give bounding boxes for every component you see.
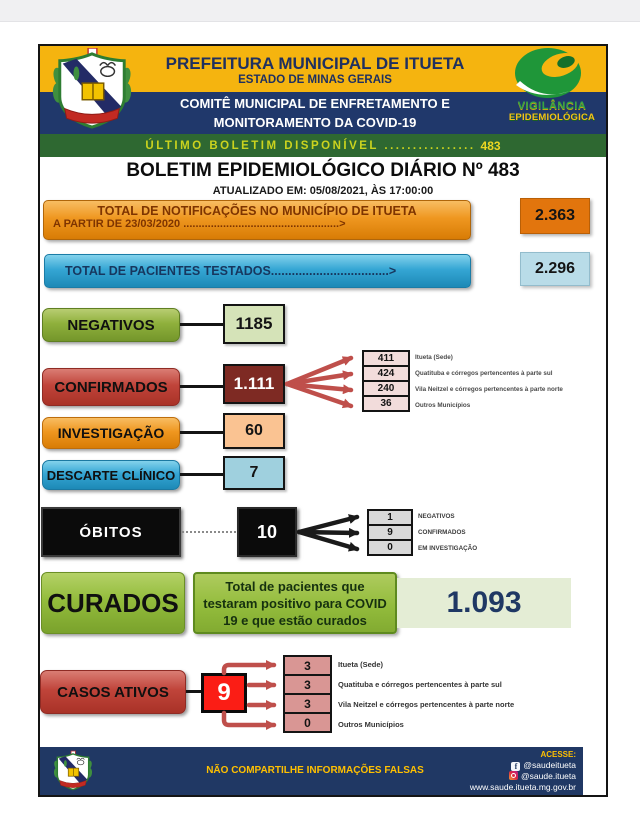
obitos-button: ÓBITOS: [41, 507, 181, 557]
breakdown-label: Outros Municípios: [338, 720, 404, 729]
footer-links: [410, 750, 576, 793]
breakdown-label: Vila Neitzel e córregos pertencentes à parte norte: [338, 700, 515, 709]
last-bulletin-label: ÚLTIMO BOLETIM DISPONÍVEL ................: [145, 139, 476, 152]
notifications-bar: [43, 200, 471, 240]
curados-button: CURADOS: [41, 572, 185, 634]
tested-value: 2.296: [520, 252, 590, 286]
breakdown-label: Quatituba e córregos pertencentes à parte sul: [415, 370, 553, 377]
facebook-icon: f: [511, 762, 520, 771]
breakdown-label: Outros Municípios: [415, 402, 471, 409]
committee-line1: COMITÊ MUNICIPAL DE ENFRETAMENTO E: [180, 96, 450, 111]
footer-website: www.saude.itueta.mg.gov.br: [469, 782, 576, 792]
committee-line2: MONITORAMENTO DA COVID-19: [213, 115, 417, 130]
notifications-value: 2.363: [520, 198, 590, 234]
confirmados-breakdown: [362, 350, 410, 412]
instagram-handle: @saude.itueta: [521, 771, 576, 781]
estado-subtitle: ESTADO DE MINAS GERAIS: [238, 74, 392, 86]
obitos-arrows: [297, 506, 367, 561]
prefeitura-title: PREFEITURA MUNICIPAL DE ITUETA: [165, 54, 465, 73]
investigacao-button: INVESTIGAÇÃO: [42, 417, 180, 449]
breakdown-value: 3: [283, 655, 332, 676]
browser-top-strip: [0, 0, 640, 22]
breakdown-value: 424: [362, 365, 410, 382]
confirmados-arrows: [285, 348, 362, 414]
casos-ativos-button: CASOS ATIVOS: [40, 670, 186, 714]
tested-bar: TOTAL DE PACIENTES TESTADOS..................................>: [44, 254, 471, 288]
confirmados-value: 1.111: [223, 364, 285, 404]
breakdown-value: 9: [367, 524, 413, 541]
breakdown-label: Vila Neitzel e córregos pertencentes à parte norte: [415, 386, 563, 393]
facebook-handle: @saudeitueta: [523, 760, 576, 770]
casos-ativos-breakdown: [283, 655, 332, 733]
breakdown-value: 0: [367, 539, 413, 556]
descarte-clinico-connector: [180, 473, 223, 476]
obitos-dotted-connector: [182, 531, 236, 533]
negativos-value: 1185: [223, 304, 285, 344]
vigilancia-swirl-icon: [500, 47, 604, 99]
breakdown-label: NEGATIVOS: [418, 513, 455, 520]
breakdown-label: CONFIRMADOS: [418, 529, 466, 536]
vigilancia-label-line1: VIGILÂNCIA: [517, 100, 587, 112]
curados-value: 1.093: [397, 578, 571, 628]
descarte-clinico-button: DESCARTE CLÍNICO: [42, 460, 180, 490]
breakdown-value: 3: [283, 674, 332, 695]
bulletin-sheet: [38, 44, 608, 797]
obitos-value: 10: [237, 507, 297, 557]
footer-message: NÃO COMPARTILHE INFORMAÇÕES FALSAS: [206, 765, 424, 776]
instagram-icon: [509, 771, 518, 780]
notifications-label-line2: A PARTIR DE 23/03/2020 ...................................................>: [53, 218, 346, 230]
last-bulletin-bar: [40, 134, 606, 157]
breakdown-label: Quatituba e córregos pertencentes à parte sul: [338, 680, 502, 689]
breakdown-value: 0: [283, 712, 332, 733]
descarte-clinico-value: 7: [223, 456, 285, 490]
negativos-button: NEGATIVOS: [42, 308, 180, 342]
footer-crest: [54, 750, 92, 792]
breakdown-value: 411: [362, 350, 410, 367]
breakdown-label: Itueta (Sede): [415, 354, 453, 361]
breakdown-value: 3: [283, 693, 332, 714]
investigacao-connector: [180, 431, 223, 434]
obitos-breakdown: [367, 509, 413, 556]
confirmados-button: CONFIRMADOS: [42, 368, 180, 406]
footer-instagram: [410, 771, 576, 782]
breakdown-label: EM INVESTIGAÇÃO: [418, 545, 478, 552]
negativos-connector: [180, 323, 223, 326]
breakdown-value: 240: [362, 380, 410, 397]
vigilancia-logo: [500, 47, 604, 135]
vigilancia-label-line2: EPIDEMIOLÓGICA: [508, 112, 596, 123]
breakdown-label: Itueta (Sede): [338, 660, 384, 669]
last-bulletin-value: 483: [480, 138, 501, 153]
breakdown-value: 1: [367, 509, 413, 526]
bulletin-title: BOLETIM EPIDEMIOLÓGICO DIÁRIO Nº 483: [126, 160, 520, 181]
footer-access-label: ACESSE:: [540, 750, 576, 759]
notifications-label-line1: TOTAL DE NOTIFICAÇÕES NO MUNICÍPIO DE ITUETA: [97, 204, 417, 218]
bulletin-updated: ATUALIZADO EM: 05/08/2021, ÀS 17:00:00: [212, 185, 434, 197]
municipal-crest: [52, 48, 132, 130]
breakdown-value: 36: [362, 395, 410, 412]
investigacao-value: 60: [223, 413, 285, 449]
casos-ativos-connector: [186, 690, 201, 693]
footer-facebook: [410, 760, 576, 771]
casos-ativos-value: 9: [201, 673, 247, 713]
curados-description: Total de pacientes que testaram positivo para COVID 19 e que estão curados: [193, 572, 397, 634]
confirmados-connector: [180, 385, 223, 388]
